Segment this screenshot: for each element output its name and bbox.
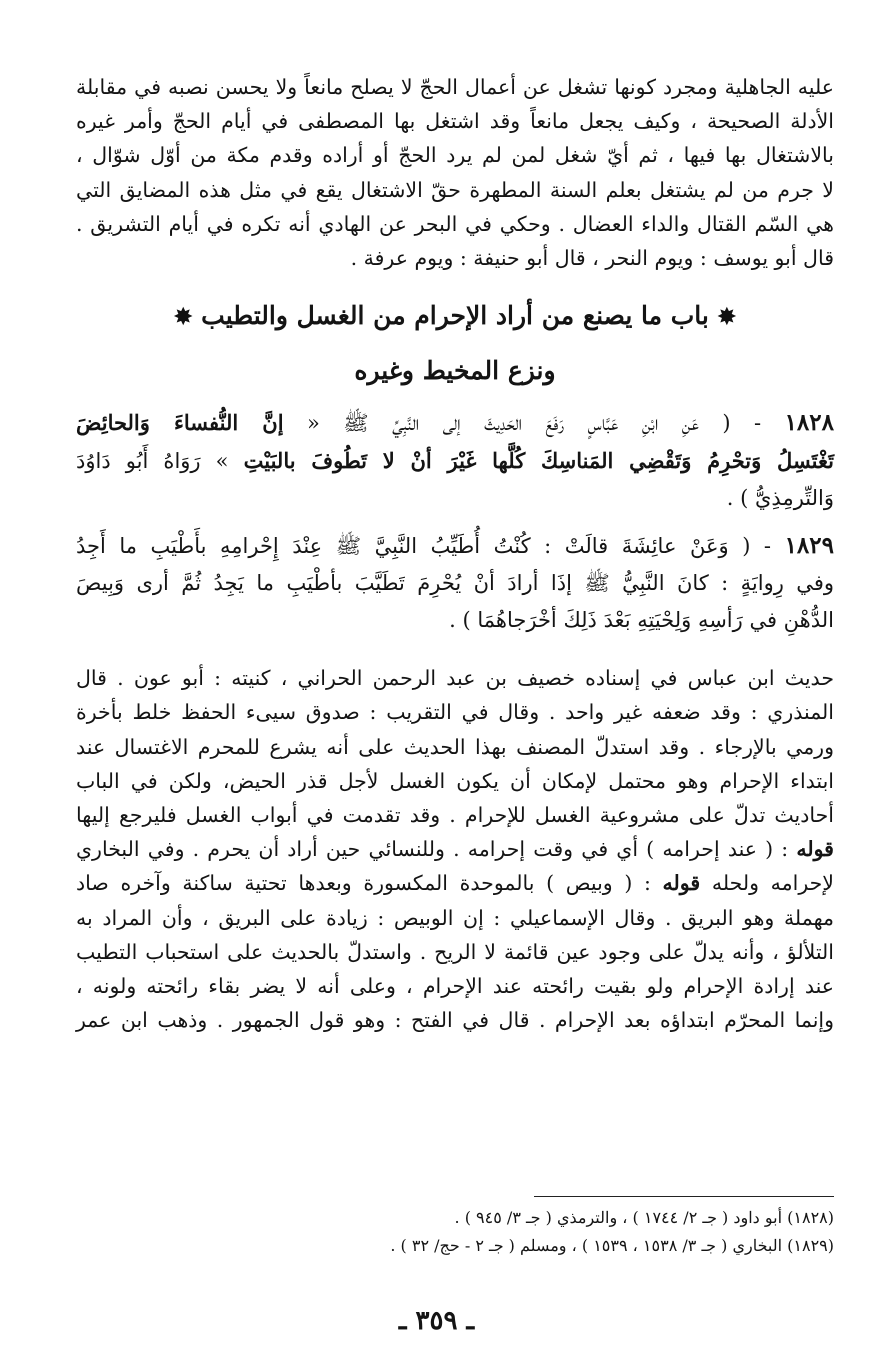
intro-line: هي السّم القتال والداء العضال . وحكي في البحر عن الهادي أنه تكره في أيام التشريق .	[76, 211, 834, 236]
chapter-title-line-1: باب ما يصنع من أراد الإحرام من الغسل والتطيب	[201, 301, 709, 331]
commentary-line: أحاديث تدلّ على مشروعية الغسل للإحرام . وقد تقدمت في أبواب الغسل فليرجع إليها	[76, 803, 834, 828]
commentary-line: ورمي بالإرجاء . وقد استدلّ المصنف بهذا الحديث على أنه يشرع للمحرم الاغتسال عند	[76, 734, 834, 759]
hadith-text: - ( وَعَنْ عائِشَةَ قالَتْ : كُنْتُ أُطَيِّبُ النَّبِيَّ ﷺ عِنْدَ إِحْرامِهِ بأَطْيَبِ ما أَجِدُ	[76, 534, 785, 559]
hadith-matn: إنَّ النُّفساءَ وَالحائِضَ	[76, 410, 284, 436]
intro-line: الأدلة الصحيحة ، وكيف يجعل مانعاً وقد اشتغل بها المصطفى في أيام الحجّ وأمر غيره	[76, 109, 834, 134]
footnote-divider	[534, 1196, 834, 1197]
commentary-text: : ( عند إحرامه ) أي في وقت إحرامه . وللنسائي حين أراد أن يحرم . وفي البخاري	[76, 837, 797, 862]
hadith-text: - ( عَنِ ابْنِ عَبَّاسٍ رَفَعَ الحَدِيثَ إلى النَّبِيِّ ﷺ «	[283, 411, 785, 436]
hadith-number: ١٨٢٨	[784, 409, 834, 437]
commentary-line	[76, 866, 834, 900]
intro-line: لا جرم من لم يشتغل بعلم السنة المطهرة حقّ الاشتغال يقع في مثل هذه المضايق التي	[76, 177, 834, 202]
intro-line: عليه الجاهلية ومجرد كونها تشغل عن أعمال الحجّ لا يصلح مانعاً ولا يحسن نصبه في مقابلة	[76, 75, 834, 99]
commentary-line: عند إرادة الإحرام ولو بقيت رائحته عند الإحرام ، وعلى أنه لا يضر بقاء رائحته ولونه ،	[76, 974, 834, 999]
commentary-paragraph	[76, 661, 834, 1037]
commentary-line: وإنما المحرّم ابتداؤه بعد الإحرام . قال في الفتح : وهو قول الجمهور . وذهب ابن عمر	[76, 1008, 834, 1033]
hadith-line	[76, 442, 834, 480]
footnote-1829: (١٨٢٩) البخاري ( جـ ٣/ ١٥٣٨ ، ١٥٣٩ ) ، ومسلم ( جـ ٢ - حج/ ٣٢ ) .	[390, 1236, 834, 1255]
hadith-line: وفي رِوايَةٍ : كانَ النَّبِيُّ ﷺ إذَا أرادَ أنْ يُحْرِمَ تَطَيَّبَ بأطْيَبِ ما يَجِدُ ثُمَّ أرى وَبِيصَ	[76, 571, 834, 596]
hadith-matn: تَغْتَسِلُ وَتحْرِمُ وَتَقْضِي المَناسِكَ كُلَّها غَيْرَ أنْ لا تَطُوفَ بالبَيْتِ	[243, 448, 834, 474]
ornament-icon: ✸	[173, 304, 193, 331]
intro-line: بالاشتغال بها فيها ، ثم أيّ شغل لمن لم يرد الحجّ أو أراده وقدم مكة من أوّل شوّال ،	[76, 143, 834, 168]
commentary-line	[76, 832, 834, 866]
page-body	[76, 70, 834, 1037]
footnote-1828: (١٨٢٨) أبو داود ( جـ ٢/ ١٧٤٤ ) ، والترمذي ( جـ ٣/ ٩٤٥ ) .	[454, 1208, 834, 1227]
intro-line: قال أبو يوسف : ويوم النحر ، قال أبو حنيفة : ويوم عرفة .	[350, 246, 834, 271]
intro-paragraph	[76, 70, 834, 275]
hadith-section	[76, 404, 834, 639]
qawluhu-label: قوله	[796, 837, 834, 862]
footnotes	[76, 1196, 834, 1260]
hadith-text: » رَوَاهُ أَبُو دَاوُدَ	[76, 449, 244, 474]
hadith-number: ١٨٢٩	[784, 532, 834, 560]
hadith-line: الدُّهْنِ في رَأسِهِ وَلِحْيَتِهِ بَعْدَ ذَلِكَ أخْرَجاهُمَا ) .	[449, 608, 834, 633]
page-number: ـ ٣٥٩ ـ	[398, 1306, 475, 1336]
hadith-1829	[76, 527, 834, 639]
hadith-1828	[76, 404, 834, 517]
commentary-text: : ( وبيص ) بالموحدة المكسورة وبعدها تحتية ساكنة وآخره صاد	[76, 871, 663, 896]
hadith-line	[76, 404, 834, 442]
ornament-icon: ✸	[717, 304, 736, 331]
hadith-line: وَالتِّرمِذِيُّ ) .	[726, 486, 834, 511]
chapter-title-line-2: ونزع المخيط وغيره	[354, 356, 556, 386]
commentary-line: ابتداء الإحرام وهو محتمل لإمكان أن يكون الغسل لأجل قذر الحيض، ولكن في الباب	[76, 768, 834, 793]
commentary-text: لإحرامه ولحله	[700, 871, 834, 896]
commentary-line: حديث ابن عباس في إسناده خصيف بن عبد الرحمن الحراني ، كنيته : أبو عون . قال	[76, 666, 834, 691]
commentary-line: مهملة وهو البريق . وقال الإسماعيلي : إن الوبيص : زيادة على البريق ، وأن المراد به	[76, 905, 834, 930]
commentary-line: التلألؤ ، وأنه يدلّ على وجود عين قائمة لا الريح . واستدلّ بالحديث على استحباب التطيب	[76, 939, 834, 964]
qawluhu-label: قوله	[662, 871, 701, 896]
commentary-line: المنذري : وقد ضعفه غير واحد . وقال في التقريب : صدوق سيىء الحفظ خلط بأخرة	[76, 700, 834, 725]
hadith-line	[76, 527, 834, 565]
chapter-title	[76, 289, 834, 398]
